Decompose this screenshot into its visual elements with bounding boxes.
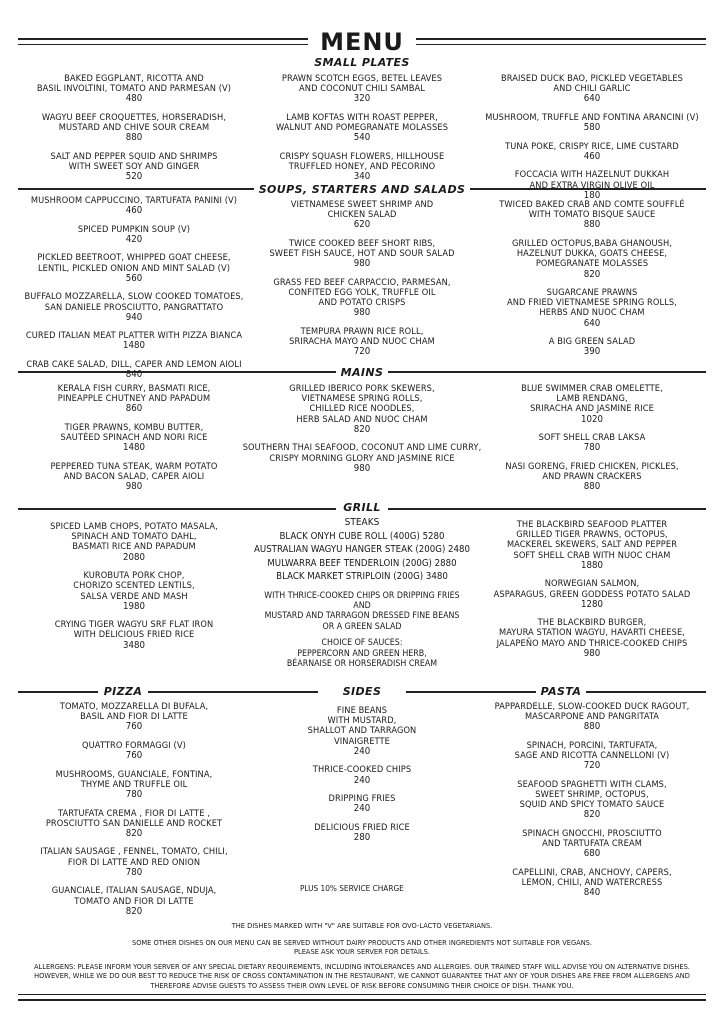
menu-item-price: 980 [353, 307, 371, 319]
vegan-note-detail: PLEASE ASK YOUR SERVER FOR DETAILS. [294, 947, 430, 956]
menu-item-description: SPINACH GNOCCHI, PROSCIUTTO AND TARTUFATA CREAM [522, 827, 662, 850]
menu-item-price: 1280 [581, 598, 603, 610]
menu-item-description: ITALIAN SAUSAGE , FENNEL, TOMATO, CHILI, FIOR DI LATTE AND RED ONION [40, 846, 228, 868]
menu-item [18, 423, 250, 454]
menu-item-description: BAKED EGGPLANT, RICOTTA AND BASIL INVOLTINI, TOMATO AND PARMESAN (V) [36, 73, 232, 95]
menu-item-price: 320 [353, 93, 371, 105]
mains-rule-left [18, 371, 336, 373]
menu-item [14, 196, 254, 217]
menu-item-price: 880 [583, 481, 601, 493]
small-plates-left-column [18, 74, 250, 191]
menu-item-description: TARTUFATA CREMA , FIOR DI LATTE , PROSCIUTTO SAN DANIELLE AND ROCKET [45, 807, 223, 829]
menu-item [246, 200, 478, 231]
menu-item [14, 331, 254, 352]
menu-item-description: MUSHROOMS, GUANCIALE, FONTINA, THYME AND TRUFFLE OIL [55, 768, 213, 790]
menu-item [472, 868, 712, 899]
menu-item-description: BRAISED DUCK BAO, PICKLED VEGETABLES AND CHILI GARLIC [501, 73, 683, 95]
menu-item-description: KERALA FISH CURRY, BASMATI RICE, PINEAPPLE CHUTNEY AND PAPADUM [57, 383, 211, 405]
menu-item [230, 443, 494, 474]
menu-item-price: 280 [353, 831, 371, 843]
menu-item-description: TOMATO, MOZZARELLA DI BUFALA, BASIL AND FIOR DI LATTE [59, 701, 209, 723]
menu-item-price: 460 [583, 150, 601, 162]
menu-item-description: MUSHROOM CAPPUCCINO, TARTUFATA PANINI (V) [30, 195, 238, 206]
menu-item [472, 142, 712, 163]
menu-item-description: QUATTRO FORMAGGI (V) [82, 739, 186, 751]
soups-left-column [14, 196, 254, 389]
menu-item-price: 520 [125, 171, 143, 183]
menu-item-description: SUGARCANE PRAWNS AND FRIED VIETNAMESE SPRING ROLLS, HERBS AND NUOC CHAM [507, 287, 677, 319]
vegetarian-note: THE DISHES MARKED WITH "V" ARE SUITABLE FOR OVO-LACTO VEGETARIANS. [231, 921, 493, 930]
soups-right-column [472, 200, 712, 366]
menu-item [472, 113, 712, 134]
menu-item-description: PEPPERED TUNA STEAK, WARM POTATO AND BACON SALAD, CAPER AIOLI [50, 460, 218, 483]
menu-item [472, 433, 712, 454]
menu-item [14, 253, 254, 284]
section-pasta: PASTA [540, 685, 582, 698]
pasta-column [472, 702, 712, 907]
menu-item [472, 618, 712, 659]
menu-item-price: 840 [125, 369, 143, 381]
menu-item [268, 706, 456, 757]
menu-item-price: 680 [583, 848, 601, 860]
menu-item-price: 560 [125, 272, 143, 284]
steaks-label: STEAKS [344, 517, 380, 528]
menu-item-price: 390 [583, 346, 601, 358]
menu-item [246, 278, 478, 319]
steak-item: AUSTRALIAN WAGYU HANGER STEAK (200G) 2480 [253, 544, 471, 555]
menu-item-price: 340 [353, 171, 371, 183]
menu-item-description: NASI GORENG, FRIED CHICKEN, PICKLES, AND PRAWN CRACKERS [505, 460, 679, 483]
menu-item [472, 239, 712, 280]
menu-item [18, 113, 250, 144]
menu-item-description: BUFFALO MOZZARELLA, SLOW COOKED TOMATOES, SAN DANIELE PROSCIUTTO, PANGRATTATO [24, 291, 244, 313]
menu-item-description: THE BLACKBIRD BURGER, MAYURA STATION WAGYU, HAVARTI CHEESE, JALAPEÑO MAYO AND THRICE-COOKED CHIPS [496, 617, 688, 649]
menu-item-description: MUSHROOM, TRUFFLE AND FONTINA ARANCINI (V) [485, 111, 699, 123]
menu-item-price: 1480 [123, 340, 145, 352]
menu-item-description: SOUTHERN THAI SEAFOOD, COCONUT AND LIME CURRY, CRISPY MORNING GLORY AND JASMINE RICE [242, 442, 482, 464]
menu-item-price: 240 [353, 803, 371, 815]
menu-item-price: 980 [353, 462, 371, 474]
menu-title: MENU [320, 28, 404, 56]
menu-item-description: THRICE-COOKED CHIPS [312, 764, 412, 776]
menu-item [472, 462, 712, 493]
pasta-rule-right [586, 691, 706, 693]
menu-item-price: 420 [125, 233, 143, 245]
menu-item [22, 770, 246, 801]
menu-item-description: DRIPPING FRIES [328, 793, 396, 805]
menu-item-price: 1980 [123, 600, 145, 612]
menu-item-description: SALT AND PEPPER SQUID AND SHRIMPS WITH SWEET SOY AND GINGER [50, 150, 218, 173]
menu-item [18, 462, 250, 493]
menu-item [246, 239, 478, 270]
menu-item [268, 823, 456, 844]
menu-item-price: 980 [583, 647, 601, 659]
mains-left-column [18, 384, 250, 501]
service-charge-note: PLUS 10% SERVICE CHARGE [300, 883, 404, 893]
menu-item-price: 1880 [581, 559, 603, 571]
menu-item [14, 292, 254, 323]
menu-item-description: BLUE SWIMMER CRAB OMELETTE, LAMB RENDANG, SRIRACHA AND JASMINE RICE [521, 383, 663, 415]
menu-item [18, 571, 250, 612]
menu-item-price: 780 [125, 866, 143, 878]
menu-item-description: TIGER PRAWNS, KOMBU BUTTER, SAUTÉED SPINACH AND NORI RICE [60, 421, 208, 444]
menu-item-price: 1480 [123, 442, 145, 454]
menu-item [472, 74, 712, 105]
menu-item-price: 540 [353, 132, 371, 144]
menu-item-price: 720 [353, 346, 371, 358]
menu-item-description: THE BLACKBIRD SEAFOOD PLATTER GRILLED TIGER PRAWNS, OCTOPUS, MACKEREL SKEWERS, SALT AND PEPPER SOFT SHELL CRAB WITH NUOC CHAM [506, 519, 678, 561]
menu-item-description: LAMB KOFTAS WITH ROAST PEPPER, WALNUT AND POMEGRANATE MOLASSES [275, 111, 449, 134]
menu-item [230, 384, 494, 435]
menu-item [472, 780, 712, 821]
menu-item [472, 288, 712, 329]
menu-item-price: 880 [583, 721, 601, 733]
menu-item-price: 1020 [581, 413, 603, 425]
menu-item-description: A BIG GREEN SALAD [548, 336, 636, 348]
section-sides: SIDES [342, 685, 382, 698]
menu-item-description: SPICED LAMB CHOPS, POTATO MASALA, SPINACH AND TOMATO DAHL, BASMATI RICE AND PAPADUM [50, 521, 218, 553]
menu-item [18, 522, 250, 563]
menu-item-description: CRYING TIGER WAGYU SRF FLAT IRON WITH DELICIOUS FRIED RICE [54, 619, 214, 641]
mains-rule-right [388, 371, 706, 373]
section-small-plates: SMALL PLATES [314, 56, 410, 69]
menu-item [246, 74, 478, 105]
menu-item-price: 820 [583, 268, 601, 280]
menu-item-description: KUROBUTA PORK CHOP, CHORIZO SCENTED LENTILS, SALSA VERDE AND MASH [73, 570, 195, 602]
menu-item-price: 760 [125, 750, 143, 762]
menu-item-price: 3480 [123, 639, 145, 651]
menu-item-description: CRAB CAKE SALAD, DILL, CAPER AND LEMON AIOLI [26, 358, 242, 370]
menu-item [22, 702, 246, 733]
menu-item-price: 980 [353, 258, 371, 270]
menu-item-description: CRISPY SQUASH FLOWERS, HILLHOUSE TRUFFLED HONEY, AND PECORINO [279, 150, 445, 173]
menu-item-price: 820 [125, 905, 143, 917]
section-soups-starters-salads: SOUPS, STARTERS AND SALADS [258, 183, 466, 196]
menu-item-description: TWICE COOKED BEEF SHORT RIBS, SWEET FISH SAUCE, HOT AND SOUR SALAD [269, 237, 455, 260]
menu-item [22, 886, 246, 917]
menu-item-price: 640 [583, 317, 601, 329]
steak-item: BLACK MARKET STRIPLOIN (200G) 3480 [276, 571, 448, 582]
menu-item-description: SOFT SHELL CRAB LAKSA [538, 432, 646, 444]
menu-item-price: 580 [583, 122, 601, 134]
pizza-column [22, 702, 246, 925]
menu-item-price: 640 [583, 93, 601, 105]
mains-center-column [230, 384, 494, 482]
menu-item [14, 225, 254, 246]
menu-item-price: 780 [125, 789, 143, 801]
menu-item [472, 520, 712, 571]
menu-item [472, 579, 712, 610]
menu-item [268, 794, 456, 815]
steak-item: MULWARRA BEEF TENDERLOIN (200G) 2880 [267, 557, 457, 569]
menu-item-price: 780 [583, 442, 601, 454]
menu-item-description: CURED ITALIAN MEAT PLATTER WITH PIZZA BIANCA [25, 330, 243, 342]
menu-item-price: 2080 [123, 551, 145, 563]
steak-item: BLACK ONYH CUBE ROLL (400G) 5280 [279, 530, 445, 542]
menu-item-price: 860 [125, 403, 143, 415]
menu-item [246, 113, 478, 144]
menu-item-description: SEAFOOD SPAGHETTI WITH CLAMS, SWEET SHRIMP, OCTOPUS, SQUID AND SPICY TOMATO SAUCE [517, 778, 667, 811]
menu-item-description: SPINACH, PORCINI, TARTUFATA, SAGE AND RICOTTA CANNELLONI (V) [514, 739, 670, 762]
menu-item-price: 820 [353, 423, 371, 435]
menu-item [22, 809, 246, 840]
pizza-rule-left [18, 691, 98, 693]
section-pizza: PIZZA [103, 685, 143, 698]
menu-item-price: 940 [125, 311, 143, 323]
menu-item-description: PICKLED BEETROOT, WHIPPED GOAT CHEESE, LENTIL, PICKLED ONION AND MINT SALAD (V) [37, 252, 231, 274]
menu-item-price: 620 [353, 219, 371, 231]
menu-item [22, 847, 246, 878]
menu-item-price: 460 [125, 205, 143, 217]
soups-rule-right [470, 188, 706, 190]
menu-item-description: TWICED BAKED CRAB AND COMTE SOUFFLÉ WITH TOMATO BISQUE SAUCE [499, 199, 685, 221]
bottom-rule-thick [18, 999, 706, 1001]
menu-item-price: 180 [583, 189, 601, 201]
mains-right-column [472, 384, 712, 501]
menu-item [472, 200, 712, 231]
menu-item-price: 240 [353, 774, 371, 786]
menu-item-price: 820 [583, 809, 601, 821]
grill-center-column [230, 516, 494, 669]
menu-item [246, 152, 478, 183]
menu-item-price: 880 [583, 219, 601, 231]
menu-item-description: PAPPARDELLE, SLOW-COOKED DUCK RAGOUT, MASCARPONE AND PANGRITATA [494, 701, 690, 723]
menu-item [268, 765, 456, 786]
menu-item [18, 74, 250, 105]
section-mains: MAINS [340, 366, 384, 379]
menu-item-price: 240 [353, 745, 371, 757]
pasta-rule-left [406, 691, 536, 693]
menu-item-description: GRASS FED BEEF CARPACCIO, PARMESAN, CONFITED EGG YOLK, TRUFFLE OIL AND POTATO CRISPS [273, 276, 451, 309]
vegan-note: SOME OTHER DISHES ON OUR MENU CAN BE SERVED WITHOUT DAIRY PRODUCTS AND OTHER INGREDIENTS NOT SUITABLE FOR VEGANS. [131, 938, 593, 947]
soups-center-column [246, 200, 478, 366]
menu-item-description: FINE BEANS WITH MUSTARD, SHALLOT AND TARRAGON VINAIGRETTE [307, 705, 417, 747]
menu-item-description: TEMPURA PRAWN RICE ROLL, SRIRACHA MAYO AND NUOC CHAM [289, 325, 435, 348]
menu-item-description: FOCCACIA WITH HAZELNUT DUKKAH AND EXTRA VIRGIN OLIVE OIL [514, 169, 670, 191]
grill-right-column [472, 520, 712, 667]
menu-item [18, 620, 250, 651]
menu-item-price: 980 [125, 481, 143, 493]
menu-item-description: TUNA POKE, CRISPY RICE, LIME CUSTARD [505, 140, 679, 152]
menu-item-price: 820 [125, 827, 143, 839]
menu-item-price: 880 [125, 132, 143, 144]
menu-item-description: GUANCIALE, ITALIAN SAUSAGE, NDUJA, TOMATO AND FIOR DI LATTE [51, 885, 217, 907]
small-plates-center-column [246, 74, 478, 191]
steak-served-with: WITH THRICE-COOKED CHIPS OR DRIPPING FRIES AND MUSTARD AND TARRAGON DRESSED FINE BEANS OR A GREEN SALAD [264, 590, 460, 632]
section-grill: GRILL [343, 501, 381, 514]
menu-item [472, 741, 712, 772]
menu-item [18, 152, 250, 183]
pizza-rule-right [148, 691, 318, 693]
grill-left-column [18, 522, 250, 659]
menu-item-price: 760 [125, 721, 143, 733]
menu-item-description: WAGYU BEEF CROQUETTES, HORSERADISH, MUSTARD AND CHIVE SOUR CREAM [41, 111, 227, 134]
menu-item [246, 327, 478, 358]
grill-rule-right [388, 508, 706, 510]
menu-item-description: CAPELLINI, CRAB, ANCHOVY, CAPERS, LEMON, CHILI, AND WATERCRESS [512, 866, 672, 889]
sides-column [268, 706, 456, 851]
menu-item [18, 384, 250, 415]
steak-sauces: CHOICE OF SAUCES: PEPPERCORN AND GREEN HERB, BÉARNAISE OR HORSERADISH CREAM [286, 638, 438, 669]
menu-item [472, 337, 712, 358]
bottom-rule-thin [18, 994, 706, 995]
menu-item-description: GRILLED IBERICO PORK SKEWERS, VIETNAMESE SPRING ROLLS, CHILLED RICE NOODLES, HERB SALAD AND NUOC CHAM [289, 383, 435, 425]
menu-item-price: 480 [125, 93, 143, 105]
menu-item [472, 384, 712, 425]
allergens-note: ALLERGENS: PLEASE INFORM YOUR SERVER OF ANY SPECIAL DIETARY REQUIREMENTS, INCLUDING INTOLERANCES AND ALLERGIES. OUR TRAINED STAFF WILL ADVISE YOU ON ALTERNATIVE DISHES. HOWEVER, WHILE WE DO OUR BEST TO REDUCE THE RISK OF CROSS CONTAMINATION IN THE RESTAURANT, WE CANNOT GUARANTEE THAT ANY OF YOUR DISHES ARE FREE FROM ALLERGENS AND THEREFORE ADVISE GUESTS TO ASSESS THEIR OWN LEVEL OF RISK BEFORE CONSUMING THEIR CHOICE OF DISH. THANK YOU. [34, 962, 690, 990]
menu-item-description: PRAWN SCOTCH EGGS, BETEL LEAVES AND COCONUT CHILI SAMBAL [281, 73, 443, 95]
menu-item-description: SPICED PUMPKIN SOUP (V) [77, 223, 191, 235]
menu-item-price: 840 [583, 887, 601, 899]
menu-item [22, 741, 246, 762]
soups-rule-left [18, 188, 254, 190]
menu-item-description: VIETNAMESE SWEET SHRIMP AND CHICKEN SALAD [290, 199, 434, 221]
grill-rule-left [18, 508, 336, 510]
menu-item-description: GRILLED OCTOPUS,BABA GHANOUSH, HAZELNUT DUKKA, GOATS CHEESE, POMEGRANATE MOLASSES [511, 237, 673, 270]
menu-item-description: DELICIOUS FRIED RICE [314, 821, 410, 833]
menu-item [472, 702, 712, 733]
menu-item [472, 170, 712, 201]
menu-item [472, 829, 712, 860]
menu-item-price: 720 [583, 760, 601, 772]
menu-item-description: NORWEGIAN SALMON, ASPARAGUS, GREEN GODDESS POTATO SALAD [493, 578, 691, 600]
